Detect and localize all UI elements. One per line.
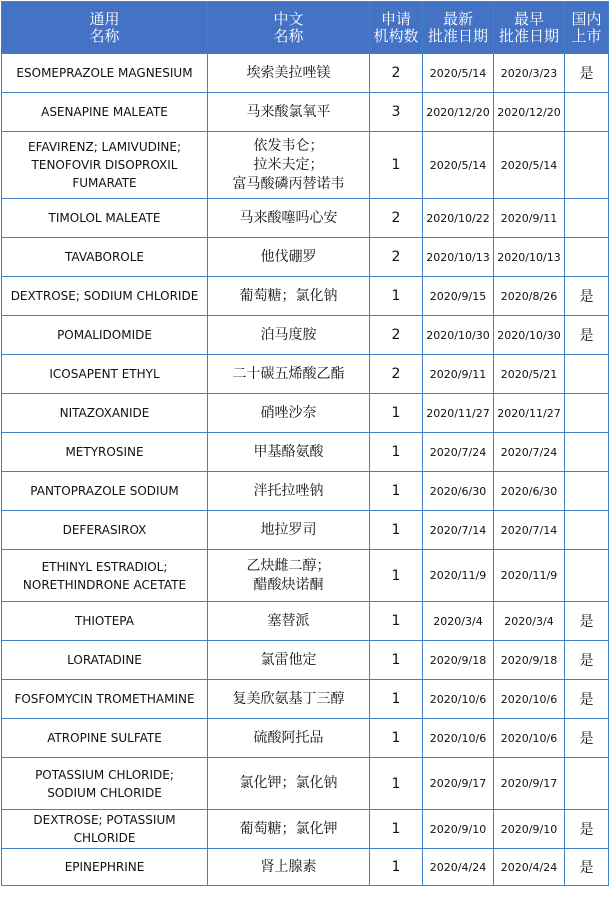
cell-domestic-listed — [565, 238, 609, 277]
cell-domestic-listed: 是 — [565, 719, 609, 758]
cell-domestic-listed — [565, 132, 609, 199]
cell-chinese-name: 泊马度胺 — [208, 316, 370, 355]
table-container — [0, 1, 609, 909]
table-row — [2, 472, 609, 511]
header-applicant-count: 申请 机构数 — [370, 2, 423, 54]
table-header — [2, 2, 609, 54]
table-row — [2, 316, 609, 355]
cell-applicant-count: 2 — [370, 238, 423, 277]
cell-latest-approval-date: 2020/9/11 — [423, 355, 494, 394]
cell-domestic-listed — [565, 433, 609, 472]
cell-chinese-name: 马来酸噻吗心安 — [208, 199, 370, 238]
cell-latest-approval-date: 2020/12/20 — [423, 93, 494, 132]
cell-generic-name: EPINEPHRINE — [2, 849, 208, 886]
table-row — [2, 433, 609, 472]
cell-generic-name: ATROPINE SULFATE — [2, 719, 208, 758]
cell-latest-approval-date: 2020/10/13 — [423, 238, 494, 277]
cell-domestic-listed: 是 — [565, 680, 609, 719]
cell-generic-name: POTASSIUM CHLORIDE; SODIUM CHLORIDE — [2, 758, 208, 810]
cell-latest-approval-date: 2020/9/10 — [423, 810, 494, 849]
cell-generic-name: FOSFOMYCIN TROMETHAMINE — [2, 680, 208, 719]
cell-generic-name: ETHINYL ESTRADIOL; NORETHINDRONE ACETATE — [2, 550, 208, 602]
cell-earliest-approval-date: 2020/11/27 — [494, 394, 565, 433]
cell-earliest-approval-date: 2020/5/14 — [494, 132, 565, 199]
table-row — [2, 238, 609, 277]
cell-domestic-listed — [565, 472, 609, 511]
cell-chinese-name: 塞替派 — [208, 602, 370, 641]
header-domestic-listed: 国内 上市 — [565, 2, 609, 54]
cell-earliest-approval-date: 2020/10/6 — [494, 680, 565, 719]
cell-applicant-count: 2 — [370, 355, 423, 394]
cell-applicant-count: 2 — [370, 54, 423, 93]
cell-domestic-listed — [565, 394, 609, 433]
table-row — [2, 199, 609, 238]
cell-earliest-approval-date: 2020/3/23 — [494, 54, 565, 93]
table-row — [2, 511, 609, 550]
cell-chinese-name: 葡萄糖；氯化钾 — [208, 810, 370, 849]
cell-applicant-count: 1 — [370, 810, 423, 849]
cell-applicant-count: 2 — [370, 199, 423, 238]
cell-domestic-listed: 是 — [565, 849, 609, 886]
cell-applicant-count: 1 — [370, 132, 423, 199]
cell-latest-approval-date: 2020/9/17 — [423, 758, 494, 810]
cell-earliest-approval-date: 2020/9/11 — [494, 199, 565, 238]
cell-domestic-listed — [565, 355, 609, 394]
cell-applicant-count: 1 — [370, 394, 423, 433]
cell-applicant-count: 1 — [370, 550, 423, 602]
cell-generic-name: POMALIDOMIDE — [2, 316, 208, 355]
table-row — [2, 810, 609, 849]
cell-chinese-name: 硝唑沙奈 — [208, 394, 370, 433]
cell-applicant-count: 1 — [370, 511, 423, 550]
header-chinese-name: 中文 名称 — [208, 2, 370, 54]
table-row — [2, 602, 609, 641]
cell-latest-approval-date: 2020/7/14 — [423, 511, 494, 550]
cell-domestic-listed — [565, 550, 609, 602]
table-row — [2, 758, 609, 810]
cell-earliest-approval-date: 2020/10/13 — [494, 238, 565, 277]
cell-latest-approval-date: 2020/5/14 — [423, 54, 494, 93]
table-row — [2, 394, 609, 433]
cell-chinese-name: 泮托拉唑钠 — [208, 472, 370, 511]
cell-latest-approval-date: 2020/3/4 — [423, 602, 494, 641]
header-earliest-approval-date: 最早 批准日期 — [494, 2, 565, 54]
cell-generic-name: TAVABOROLE — [2, 238, 208, 277]
table-row — [2, 550, 609, 602]
cell-generic-name: EFAVIRENZ; LAMIVUDINE; TENOFOVIR DISOPROXIL FUMARATE — [2, 132, 208, 199]
cell-domestic-listed: 是 — [565, 602, 609, 641]
cell-latest-approval-date: 2020/5/14 — [423, 132, 494, 199]
cell-applicant-count: 1 — [370, 758, 423, 810]
cell-domestic-listed: 是 — [565, 641, 609, 680]
cell-applicant-count: 1 — [370, 849, 423, 886]
cell-generic-name: THIOTEPA — [2, 602, 208, 641]
table-row — [2, 680, 609, 719]
cell-domestic-listed: 是 — [565, 316, 609, 355]
cell-applicant-count: 1 — [370, 602, 423, 641]
cell-domestic-listed — [565, 93, 609, 132]
table-row — [2, 54, 609, 93]
cell-generic-name: ASENAPINE MALEATE — [2, 93, 208, 132]
cell-chinese-name: 硫酸阿托品 — [208, 719, 370, 758]
drug-approval-table — [1, 1, 609, 886]
cell-chinese-name: 他伐硼罗 — [208, 238, 370, 277]
cell-earliest-approval-date: 2020/6/30 — [494, 472, 565, 511]
cell-latest-approval-date: 2020/10/6 — [423, 719, 494, 758]
cell-latest-approval-date: 2020/11/9 — [423, 550, 494, 602]
cell-generic-name: METYROSINE — [2, 433, 208, 472]
cell-earliest-approval-date: 2020/9/10 — [494, 810, 565, 849]
cell-applicant-count: 1 — [370, 641, 423, 680]
cell-applicant-count: 1 — [370, 719, 423, 758]
table-row — [2, 641, 609, 680]
cell-chinese-name: 葡萄糖；氯化钠 — [208, 277, 370, 316]
table-row — [2, 719, 609, 758]
cell-generic-name: TIMOLOL MALEATE — [2, 199, 208, 238]
header-latest-approval-date: 最新 批准日期 — [423, 2, 494, 54]
cell-chinese-name: 埃索美拉唑镁 — [208, 54, 370, 93]
cell-generic-name: LORATADINE — [2, 641, 208, 680]
cell-earliest-approval-date: 2020/9/17 — [494, 758, 565, 810]
table-row — [2, 849, 609, 886]
cell-domestic-listed: 是 — [565, 810, 609, 849]
cell-chinese-name: 甲基酪氨酸 — [208, 433, 370, 472]
cell-domestic-listed — [565, 199, 609, 238]
cell-generic-name: NITAZOXANIDE — [2, 394, 208, 433]
cell-generic-name: PANTOPRAZOLE SODIUM — [2, 472, 208, 511]
cell-latest-approval-date: 2020/10/22 — [423, 199, 494, 238]
cell-generic-name: DEXTROSE; POTASSIUM CHLORIDE — [2, 810, 208, 849]
cell-chinese-name: 马来酸氯氧平 — [208, 93, 370, 132]
cell-earliest-approval-date: 2020/12/20 — [494, 93, 565, 132]
cell-chinese-name: 肾上腺素 — [208, 849, 370, 886]
cell-domestic-listed: 是 — [565, 54, 609, 93]
cell-generic-name: DEFERASIROX — [2, 511, 208, 550]
cell-latest-approval-date: 2020/11/27 — [423, 394, 494, 433]
cell-latest-approval-date: 2020/4/24 — [423, 849, 494, 886]
table-row — [2, 277, 609, 316]
cell-earliest-approval-date: 2020/3/4 — [494, 602, 565, 641]
table-row — [2, 355, 609, 394]
cell-earliest-approval-date: 2020/7/24 — [494, 433, 565, 472]
cell-applicant-count: 1 — [370, 277, 423, 316]
cell-chinese-name: 依发韦仑； 拉米夫定； 富马酸磷丙替诺韦 — [208, 132, 370, 199]
cell-latest-approval-date: 2020/7/24 — [423, 433, 494, 472]
cell-chinese-name: 复美欣氨基丁三醇 — [208, 680, 370, 719]
cell-latest-approval-date: 2020/10/6 — [423, 680, 494, 719]
table-row — [2, 132, 609, 199]
cell-chinese-name: 氯化钾；氯化钠 — [208, 758, 370, 810]
cell-domestic-listed — [565, 758, 609, 810]
cell-applicant-count: 1 — [370, 433, 423, 472]
cell-earliest-approval-date: 2020/4/24 — [494, 849, 565, 886]
cell-earliest-approval-date: 2020/9/18 — [494, 641, 565, 680]
cell-chinese-name: 氯雷他定 — [208, 641, 370, 680]
cell-latest-approval-date: 2020/6/30 — [423, 472, 494, 511]
cell-generic-name: DEXTROSE; SODIUM CHLORIDE — [2, 277, 208, 316]
cell-earliest-approval-date: 2020/10/30 — [494, 316, 565, 355]
cell-generic-name: ESOMEPRAZOLE MAGNESIUM — [2, 54, 208, 93]
table-body — [2, 54, 609, 886]
table-row — [2, 93, 609, 132]
cell-earliest-approval-date: 2020/10/6 — [494, 719, 565, 758]
cell-earliest-approval-date: 2020/11/9 — [494, 550, 565, 602]
header-generic-name: 通用 名称 — [2, 2, 208, 54]
cell-earliest-approval-date: 2020/7/14 — [494, 511, 565, 550]
cell-latest-approval-date: 2020/10/30 — [423, 316, 494, 355]
cell-domestic-listed — [565, 511, 609, 550]
cell-latest-approval-date: 2020/9/18 — [423, 641, 494, 680]
cell-chinese-name: 地拉罗司 — [208, 511, 370, 550]
cell-earliest-approval-date: 2020/5/21 — [494, 355, 565, 394]
cell-chinese-name: 乙炔雌二醇； 醋酸炔诺酮 — [208, 550, 370, 602]
cell-generic-name: ICOSAPENT ETHYL — [2, 355, 208, 394]
cell-applicant-count: 1 — [370, 680, 423, 719]
header-row — [2, 2, 609, 54]
cell-applicant-count: 2 — [370, 316, 423, 355]
cell-domestic-listed: 是 — [565, 277, 609, 316]
cell-earliest-approval-date: 2020/8/26 — [494, 277, 565, 316]
cell-chinese-name: 二十碳五烯酸乙酯 — [208, 355, 370, 394]
cell-latest-approval-date: 2020/9/15 — [423, 277, 494, 316]
cell-applicant-count: 3 — [370, 93, 423, 132]
cell-applicant-count: 1 — [370, 472, 423, 511]
